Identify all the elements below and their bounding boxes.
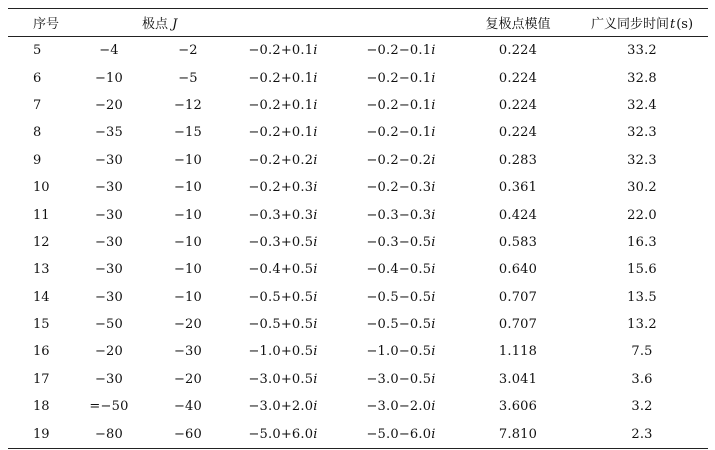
modulus-cell: 3.606 <box>498 399 538 415</box>
complex-value: −0.2−0.2 <box>366 152 432 168</box>
complex-value: −3.0+0.5 <box>248 371 314 387</box>
row-index-cell: 16 <box>33 344 50 360</box>
imaginary-unit: i <box>431 234 436 250</box>
imaginary-unit: i <box>313 97 318 113</box>
pole-complex-minus-cell <box>342 92 460 119</box>
pole-complex-plus-cell <box>224 147 342 174</box>
pole-real-1-cell: −30 <box>94 289 124 305</box>
sync-time-cell: 13.5 <box>627 289 657 305</box>
imaginary-unit: i <box>313 43 318 59</box>
row-index-cell: 18 <box>33 399 50 415</box>
header-sync-time <box>576 9 708 37</box>
pole-real-1-cell: −20 <box>94 97 124 113</box>
complex-value: −0.4+0.5 <box>248 262 314 278</box>
modulus-cell: 0.361 <box>498 180 538 196</box>
pole-complex-minus-cell <box>342 311 460 338</box>
pole-real-1-cell: −30 <box>94 207 124 223</box>
header-sync-time-prefix: 广义同步时间 <box>590 17 669 32</box>
pole-real-2-cell: −60 <box>173 426 203 442</box>
complex-value: −5.0+6.0 <box>248 426 314 442</box>
modulus-cell: 0.640 <box>498 262 538 278</box>
modulus-cell: 3.041 <box>498 371 538 387</box>
pole-real-2-cell: −20 <box>173 371 203 387</box>
pole-complex-plus-cell <box>224 174 342 201</box>
table-row <box>8 119 708 146</box>
table-row <box>8 338 708 365</box>
pole-real-2-cell: −10 <box>173 180 203 196</box>
table-row <box>8 284 708 311</box>
complex-value: −0.5+0.5 <box>248 317 314 333</box>
imaginary-unit: i <box>313 70 318 86</box>
table-row <box>8 201 708 228</box>
row-index-cell: 6 <box>33 70 42 86</box>
imaginary-unit: i <box>431 262 436 278</box>
imaginary-unit: i <box>431 43 436 59</box>
table-row <box>8 229 708 256</box>
complex-value: −0.2+0.1 <box>248 125 314 141</box>
complex-value: −0.2−0.1 <box>366 97 432 113</box>
imaginary-unit: i <box>431 70 436 86</box>
table-row <box>8 420 708 448</box>
pole-complex-plus-cell <box>224 64 342 91</box>
imaginary-unit: i <box>313 207 318 223</box>
row-index-cell: 7 <box>33 97 42 113</box>
pole-real-2-cell: −40 <box>173 399 203 415</box>
pole-real-2-cell: −20 <box>173 317 203 333</box>
complex-value: −0.3+0.5 <box>248 234 314 250</box>
header-poles <box>66 9 460 37</box>
table-row <box>8 311 708 338</box>
imaginary-unit: i <box>313 180 318 196</box>
pole-complex-minus-cell <box>342 366 460 393</box>
table-body <box>8 37 708 449</box>
pole-complex-plus-cell <box>224 311 342 338</box>
pole-real-1-cell: −20 <box>94 344 124 360</box>
pole-real-1-cell: −50 <box>94 317 124 333</box>
pole-complex-minus-cell <box>342 174 460 201</box>
pole-complex-plus-cell <box>224 37 342 65</box>
table-row <box>8 37 708 65</box>
pole-real-1-cell: −30 <box>94 152 124 168</box>
complex-value: −5.0−6.0 <box>366 426 432 442</box>
imaginary-unit: i <box>313 125 318 141</box>
complex-value: −0.5−0.5 <box>366 317 432 333</box>
table-row <box>8 393 708 420</box>
complex-value: −0.2−0.1 <box>366 70 432 86</box>
table-row <box>8 147 708 174</box>
pole-real-1-cell: −30 <box>94 180 124 196</box>
table-row <box>8 256 708 283</box>
sync-time-cell: 32.3 <box>627 125 657 141</box>
pole-real-1-cell: −30 <box>94 234 124 250</box>
pole-real-2-cell: −12 <box>173 97 203 113</box>
pole-real-2-cell: −10 <box>173 234 203 250</box>
modulus-cell: 0.224 <box>498 125 538 141</box>
pole-complex-plus-cell <box>224 284 342 311</box>
header-poles-symbol: J <box>172 17 178 32</box>
imaginary-unit: i <box>431 125 436 141</box>
pole-real-2-cell: −30 <box>173 344 203 360</box>
sync-time-cell: 16.3 <box>627 234 657 250</box>
header-sync-time-symbol: t <box>669 17 676 32</box>
modulus-cell: 0.707 <box>498 289 538 305</box>
pole-real-1-cell: −30 <box>94 262 124 278</box>
imaginary-unit: i <box>313 262 318 278</box>
pole-real-1-cell: −80 <box>94 426 124 442</box>
pole-real-2-cell: −10 <box>173 289 203 305</box>
imaginary-unit: i <box>431 97 436 113</box>
sync-time-cell: 3.2 <box>631 399 653 415</box>
sync-time-cell: 13.2 <box>627 317 657 333</box>
pole-real-1-cell: −10 <box>94 70 124 86</box>
sync-time-cell: 15.6 <box>627 262 657 278</box>
data-table-container <box>8 8 708 449</box>
row-index-cell: 8 <box>33 125 42 141</box>
imaginary-unit: i <box>431 399 436 415</box>
pole-complex-plus-cell <box>224 420 342 448</box>
row-index-cell: 9 <box>33 152 42 168</box>
row-index-cell: 5 <box>33 43 42 59</box>
complex-value: −0.2+0.3 <box>248 180 314 196</box>
pole-complex-minus-cell <box>342 256 460 283</box>
pole-complex-plus-cell <box>224 201 342 228</box>
pole-complex-plus-cell <box>224 92 342 119</box>
table-row <box>8 92 708 119</box>
sync-time-cell: 30.2 <box>627 180 657 196</box>
pole-complex-minus-cell <box>342 37 460 65</box>
imaginary-unit: i <box>313 152 318 168</box>
modulus-cell: 7.810 <box>498 426 538 442</box>
imaginary-unit: i <box>431 317 436 333</box>
imaginary-unit: i <box>431 180 436 196</box>
pole-real-1-cell: =−50 <box>89 399 129 415</box>
sync-time-cell: 7.5 <box>631 344 653 360</box>
modulus-cell: 0.224 <box>498 43 538 59</box>
complex-value: −0.2−0.1 <box>366 43 432 59</box>
row-index-cell: 19 <box>33 426 50 442</box>
pole-complex-minus-cell <box>342 201 460 228</box>
pole-real-1-cell: −30 <box>94 371 124 387</box>
row-index-cell: 17 <box>33 371 50 387</box>
modulus-cell: 0.283 <box>498 152 538 168</box>
modulus-cell: 0.583 <box>498 234 538 250</box>
pole-complex-minus-cell <box>342 64 460 91</box>
pole-sync-table <box>8 8 708 449</box>
pole-complex-plus-cell <box>224 229 342 256</box>
sync-time-cell: 32.3 <box>627 152 657 168</box>
complex-value: −0.5−0.5 <box>366 289 432 305</box>
pole-real-2-cell: −5 <box>178 70 198 86</box>
row-index-cell: 13 <box>33 262 50 278</box>
table-row <box>8 64 708 91</box>
table-row <box>8 174 708 201</box>
sync-time-cell: 32.4 <box>627 97 657 113</box>
sync-time-cell: 2.3 <box>631 426 653 442</box>
row-index-cell: 11 <box>33 207 50 223</box>
modulus-cell: 1.118 <box>498 344 538 360</box>
row-index-cell: 14 <box>33 289 50 305</box>
complex-value: −0.4−0.5 <box>366 262 432 278</box>
imaginary-unit: i <box>431 426 436 442</box>
pole-real-1-cell: −4 <box>99 43 119 59</box>
pole-real-2-cell: −2 <box>178 43 198 59</box>
imaginary-unit: i <box>431 207 436 223</box>
complex-value: −0.3−0.3 <box>366 207 432 223</box>
modulus-cell: 0.424 <box>498 207 538 223</box>
pole-real-2-cell: −10 <box>173 262 203 278</box>
complex-value: −0.3−0.5 <box>366 234 432 250</box>
complex-value: −3.0−0.5 <box>366 371 432 387</box>
modulus-cell: 0.224 <box>498 97 538 113</box>
complex-value: −0.2+0.1 <box>248 97 314 113</box>
pole-complex-plus-cell <box>224 393 342 420</box>
imaginary-unit: i <box>431 152 436 168</box>
imaginary-unit: i <box>313 289 318 305</box>
complex-value: −0.2+0.2 <box>248 152 314 168</box>
complex-value: −0.5+0.5 <box>248 289 314 305</box>
sync-time-cell: 33.2 <box>627 43 657 59</box>
imaginary-unit: i <box>313 317 318 333</box>
sync-time-cell: 3.6 <box>631 371 653 387</box>
imaginary-unit: i <box>313 344 318 360</box>
pole-complex-plus-cell <box>224 338 342 365</box>
complex-value: −3.0+2.0 <box>248 399 314 415</box>
pole-complex-plus-cell <box>224 119 342 146</box>
header-sync-time-unit: (s) <box>676 17 694 32</box>
header-poles-label: 极点 <box>142 17 169 32</box>
table-row <box>8 366 708 393</box>
pole-complex-minus-cell <box>342 229 460 256</box>
header-modulus: 复极点模值 <box>485 17 551 32</box>
pole-complex-minus-cell <box>342 393 460 420</box>
pole-real-2-cell: −15 <box>173 125 203 141</box>
complex-value: −0.3+0.3 <box>248 207 314 223</box>
pole-real-2-cell: −10 <box>173 207 203 223</box>
modulus-cell: 0.707 <box>498 317 538 333</box>
imaginary-unit: i <box>313 399 318 415</box>
pole-complex-minus-cell <box>342 338 460 365</box>
header-index: 序号 <box>33 17 60 32</box>
imaginary-unit: i <box>431 371 436 387</box>
complex-value: −1.0+0.5 <box>248 344 314 360</box>
header-row <box>8 9 708 37</box>
sync-time-cell: 22.0 <box>627 207 657 223</box>
complex-value: −0.2+0.1 <box>248 70 314 86</box>
imaginary-unit: i <box>313 426 318 442</box>
pole-real-1-cell: −35 <box>94 125 124 141</box>
complex-value: −0.2−0.3 <box>366 180 432 196</box>
complex-value: −1.0−0.5 <box>366 344 432 360</box>
pole-complex-minus-cell <box>342 119 460 146</box>
modulus-cell: 0.224 <box>498 70 538 86</box>
pole-complex-plus-cell <box>224 366 342 393</box>
row-index-cell: 15 <box>33 317 50 333</box>
imaginary-unit: i <box>431 289 436 305</box>
complex-value: −0.2+0.1 <box>248 43 314 59</box>
row-index-cell: 12 <box>33 234 50 250</box>
row-index-cell: 10 <box>33 180 50 196</box>
pole-real-2-cell: −10 <box>173 152 203 168</box>
complex-value: −3.0−2.0 <box>366 399 432 415</box>
complex-value: −0.2−0.1 <box>366 125 432 141</box>
pole-complex-minus-cell <box>342 284 460 311</box>
pole-complex-minus-cell <box>342 420 460 448</box>
imaginary-unit: i <box>313 234 318 250</box>
table-header <box>8 9 708 37</box>
imaginary-unit: i <box>313 371 318 387</box>
pole-complex-minus-cell <box>342 147 460 174</box>
imaginary-unit: i <box>431 344 436 360</box>
pole-complex-plus-cell <box>224 256 342 283</box>
sync-time-cell: 32.8 <box>627 70 657 86</box>
